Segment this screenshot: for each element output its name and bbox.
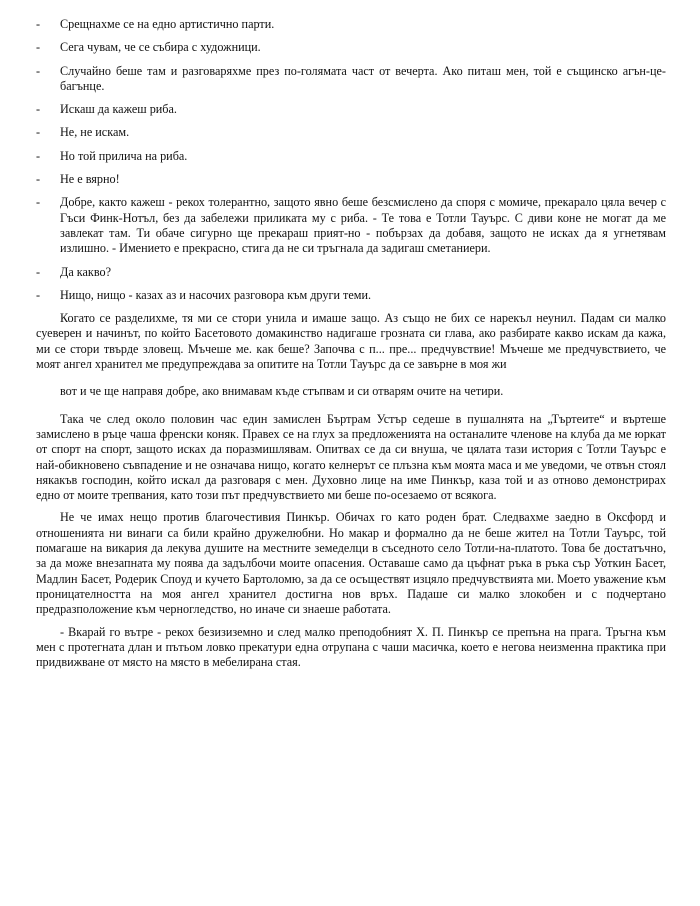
dialogue-line [36, 17, 666, 32]
dialogue-text: Искаш да кажеш риба. [60, 102, 177, 117]
dialogue-text: Но той прилича на риба. [60, 148, 188, 163]
dialogue-dash: - [36, 102, 41, 117]
dialogue-text: Сега чувам, че се събира с художници. [60, 40, 261, 55]
prose-paragraph: Така че след около половин час един замислен Бъртрам Устър седеше в пушалнята на „Търтеите“ и въртеше замислено в ръце чаша френски коняк. Правех се на глух за предложенията на останалите членове на клуба да ме юркат от спорт на спорт, защото исках да поразмишлявам. Опитвах се да си внуша, че цялата тази история с Тотли Тауърс е най-обикновено съвпадение и не означава нищо, когато келнерът се плъзна към моята маса и ме уведоми, че отвън стоял някакъв господин, който искал да разговаря с мен. Духовно лице на име Пинкър, каза той и аз отново демонстрирах едно от моите трепвания, като този път предчувствието ми беше по-осезаемо от всякога. [36, 411, 666, 503]
dialogue-dash: - [36, 172, 41, 187]
dialogue-text: Да какво? [60, 264, 112, 279]
dialogue-line [36, 64, 666, 95]
prose-paragraph: - Вкарай го вътре - рекох безизиземно и след малко преподобният Х. П. Пинкър се препъна на прага. Тръгна към мен с протегната длан и пътьом ловко прекатури една отрупана с чаши масичка, което е негова неизменна практика при придвижване от място на място в мебелирана стая. [36, 624, 666, 670]
dialogue-dash: - [36, 287, 41, 302]
dialogue-text: Добре, както кажеш - рекох толерантно, защото явно беше безсмислено да споря с момиче, прекарало цяла вечер с Гъси Финк-Нотъл, без да забележи приликата му с риба. - Те това е Тотли Тауърс. С диви коне не могат да ме завлекат там. Ти обаче сигурно ще прекараш прият-но - побързах да добавя, защото не исках да я угнетявам излишно. - Имението е прекрасно, стига да не си тръгнала да задигаш сметаниери. [60, 195, 666, 256]
prose-paragraph: Когато се разделихме, тя ми се стори унила и имаше защо. Аз също не бих се нарекъл неунил. Падам си малко суеверен и начинът, по който Басетовото домакинство надигаше грозната си глава, ако разбирате какво искам да кажа, ми се стори твърде зловещ. Мъчеше ме. как беше? Започва с п... пре... предчувствие! Мъчеше ме предчувствието, че моят ангел хранител ме предупреждава за опитите на Тотли Тауърс да се завърне в моя жи [36, 311, 666, 372]
dialogue-line [36, 195, 666, 256]
dialogue-text: Случайно беше там и разговаряхме през по-голямата част от вечерта. Ако питаш мен, той е същинско агън-це-багънце. [60, 63, 666, 93]
dialogue-line [36, 149, 666, 164]
dialogue-dash: - [36, 125, 41, 140]
prose-paragraph: вот и че ще направя добре, ако внимавам къде стъпвам и си отварям очите на четири. [60, 384, 504, 399]
dialogue-dash: - [36, 40, 41, 55]
dialogue-dash: - [36, 264, 41, 279]
dialogue-dash: - [36, 195, 41, 210]
dialogue-text: Не, не искам. [60, 125, 130, 140]
dialogue-text: Срещнахме се на едно артистично парти. [60, 17, 275, 31]
dialogue-dash: - [36, 17, 41, 31]
dialogue-line [36, 172, 666, 187]
dialogue-line [36, 102, 666, 117]
dialogue-text: Не е вярно! [60, 172, 120, 187]
dialogue-line [36, 288, 666, 303]
dialogue-dash: - [36, 148, 41, 163]
dialogue-dash: - [36, 63, 41, 78]
dialogue-line [36, 40, 666, 55]
dialogue-line [36, 265, 666, 280]
dialogue-line [36, 125, 666, 140]
prose-paragraph: Не че имах нещо против благочестивия Пинкър. Обичах го като роден брат. Следвахме заедно в Оксфорд и отношенията ни винаги са били крайно дружелюбни. Но макар и формално да не беше жител на Тотли Тауърс, той помагаше на викария да лекува душите на местните земеделци в съседното село Тотли-на-платото. Това бе достатъчно, за да може внезапната му поява да задълбочи моите опасения. Оставаше само да цъфнат ръка в ръка сър Уоткин Басет, Мадлин Басет, Родерик Споуд и кучето Бартоломю, за да се осъществят изцяло предчувствията ми. Моето уважение към проницателността на моя ангел хранител достигна нов връх. Падаше си малко злокобен и с подчертано предразположение към черногледство, но иначе си знаеше работата. [36, 510, 666, 617]
dialogue-text: Нищо, нищо - казах аз и насочих разговора към други теми. [60, 287, 372, 302]
